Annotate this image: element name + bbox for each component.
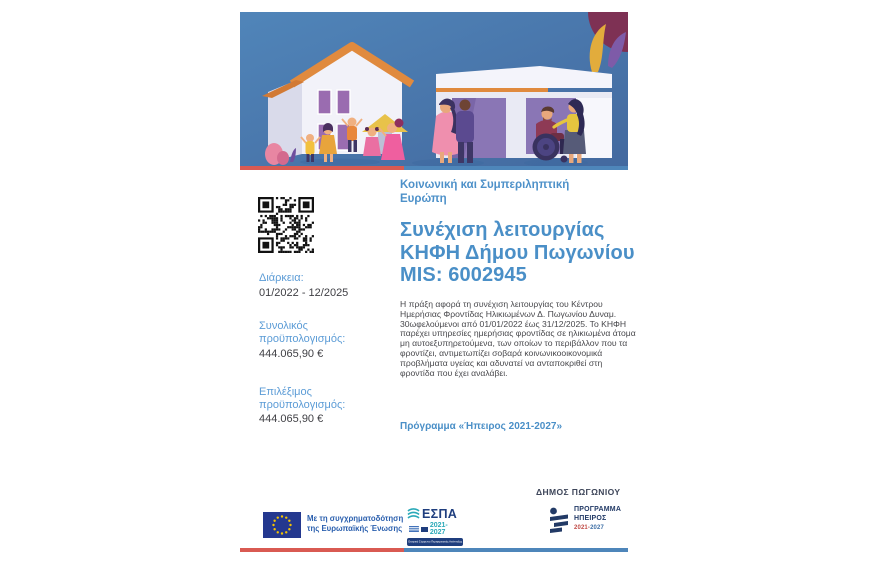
eligible-budget-label: Επιλέξιμος προϋπολογισμός: bbox=[259, 386, 346, 411]
municipality-label: ΔΗΜΟΣ ΠΩΓΩΝΙΟΥ bbox=[536, 487, 621, 497]
program-line: Πρόγραμμα «Ήπειρος 2021-2027» bbox=[400, 421, 563, 432]
eu-flag-icon bbox=[263, 512, 301, 538]
espa-ribbon-text: Εταιρικό Σύμφωνο Περιφερειακής Ανάπτυξης bbox=[408, 540, 463, 544]
page-title bbox=[400, 219, 645, 287]
eyebrow-heading bbox=[400, 178, 620, 206]
stripe-blue-segment bbox=[404, 548, 628, 552]
care-center-scene-graphic bbox=[240, 12, 628, 170]
espa-name: ΕΣΠΑ bbox=[422, 507, 458, 521]
qr-code-graphic bbox=[258, 197, 314, 253]
duration-value: 01/2022 - 12/2025 bbox=[259, 287, 349, 299]
title-line: Συνέχιση λειτουργίας bbox=[400, 219, 605, 241]
title-line: ΚΗΦΗ Δήμου Πωγωνίου bbox=[400, 241, 635, 264]
epirus-program-line: ΗΠΕΙΡΟΣ bbox=[574, 514, 607, 522]
bottom-stripe bbox=[240, 548, 628, 552]
eu-cofunding-text bbox=[307, 514, 403, 534]
duration-label: Διάρκεια: bbox=[259, 272, 304, 284]
eyebrow-line: Ευρώπη bbox=[400, 193, 447, 205]
greek-flag-icon bbox=[409, 526, 419, 532]
qr-code bbox=[258, 197, 314, 253]
total-budget-label: Συνολικός προϋπολογισμός: bbox=[259, 320, 346, 345]
hero-illustration bbox=[240, 12, 628, 170]
total-budget-value: 444.065,90 € bbox=[259, 348, 324, 360]
eyebrow-line: Κοινωνική και Συμπεριληπτική bbox=[400, 179, 570, 191]
espa-ribbon bbox=[407, 538, 463, 546]
eu-cofunding-line: της Ευρωπαϊκής Ένωσης bbox=[307, 524, 403, 533]
eligible-budget-value: 444.065,90 € bbox=[259, 413, 324, 425]
stripe-red-segment bbox=[240, 548, 404, 552]
epirus-program-logo bbox=[548, 506, 621, 534]
espa-years: 2021-2027 bbox=[429, 522, 448, 536]
project-description: Η πράξη αφορά τη συνέχιση λειτουργίας του Κέντρου Ημερήσιας Φροντίδας Ηλικιωμένων Δ. Πωγωνίου Δυναμ. 30ωφελούμενοι από 01/01/2022 έως 31/12/2025. Το ΚΗΦΗ παρέχει υπηρεσίες ημερήσιας φροντίδας σε ηλικιωμένα άτομα μη αυτοεξυπηρετούμενα, των οποίων το περιβάλλον που τα φροντίζει, αντιμετωπίζει σοβαρά κοινωνικοοικονομικά προβλήματα υγείας και αδυνατεί να ανταποκριθεί στη φροντίδα που έχει αναλάβει. bbox=[400, 299, 636, 378]
eu-chip-icon bbox=[421, 527, 428, 532]
epirus-program-line: ΠΡΟΓΡΑΜΜΑ bbox=[574, 506, 622, 513]
espa-waves-icon bbox=[407, 508, 420, 520]
title-line: MIS: 6002945 bbox=[400, 264, 527, 286]
epirus-logo-icon bbox=[548, 506, 570, 534]
eu-cofunding-line: Με τη συγχρηματοδότηση bbox=[307, 514, 404, 523]
epirus-years: 2021-2027 bbox=[574, 524, 604, 531]
espa-logo bbox=[407, 507, 463, 546]
